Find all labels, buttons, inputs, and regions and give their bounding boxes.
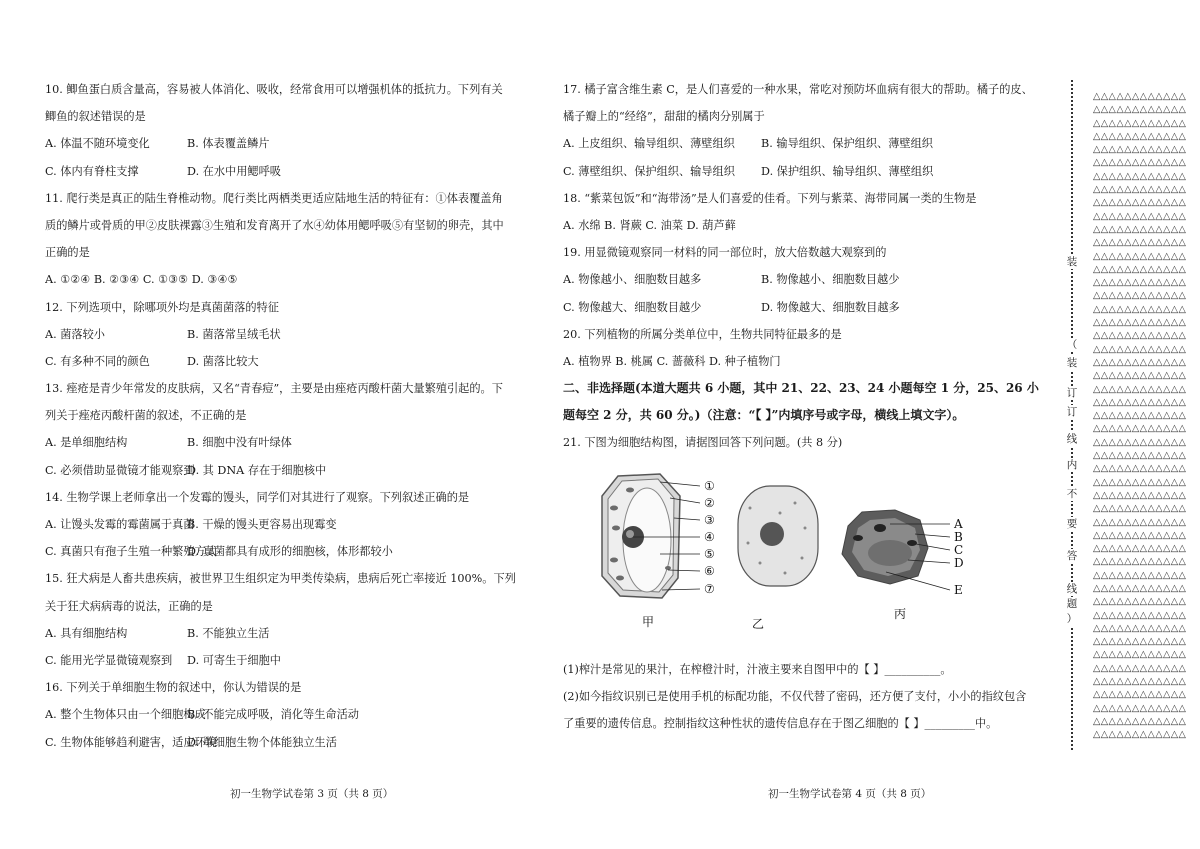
- option-text: D. 真菌都具有成形的细胞核，体形都较小: [187, 545, 393, 559]
- option-text: C. 真菌只有孢子生殖一种繁殖方式: [45, 545, 217, 559]
- binding-char: （: [1064, 338, 1080, 352]
- binding-char: 订: [1064, 386, 1080, 400]
- left-question-line: [45, 321, 525, 348]
- choice-questions-17-20: [563, 76, 1048, 375]
- triangle-row: △△△△△△△△△△△△: [1093, 423, 1187, 435]
- plant-cell-jia: [602, 474, 680, 598]
- option-text: B. 物像越小、细胞数目越少: [761, 273, 900, 287]
- triangle-row: △△△△△△△△△△△△: [1093, 343, 1187, 355]
- right-question-line: 18. “紫菜包饭”和“海带汤”是人们喜爱的佳肴。下列与紫菜、海带同属一类的生物是: [563, 191, 977, 205]
- cell-structure-figure: [590, 468, 990, 638]
- option-text: C. 有多种不同的颜色: [45, 354, 150, 368]
- option-text: A. 上皮组织、输导组织、薄壁组织: [563, 137, 735, 151]
- option-text: D. 单细胞生物个体能独立生活: [187, 735, 337, 749]
- label-6: ⑥: [704, 564, 715, 578]
- option-text: D. 可寄生于细胞中: [187, 653, 281, 667]
- triangle-row: △△△△△△△△△△△△: [1093, 237, 1187, 249]
- triangle-row: △△△△△△△△△△△△: [1093, 729, 1187, 741]
- right-question-line: A. 水绵 B. 肾蕨 C. 油菜 D. 葫芦藓: [563, 218, 736, 232]
- triangle-row: △△△△△△△△△△△△: [1093, 556, 1187, 568]
- option-text: D. 保护组织、输导组织、薄壁组织: [761, 164, 934, 178]
- left-question-line: [45, 457, 525, 484]
- label-D: D: [954, 556, 964, 570]
- option-text: B. 干燥的馒头更容易出现霉变: [187, 518, 337, 531]
- cell-bing: [842, 510, 928, 584]
- left-question-line: A. ①②④ B. ②③④ C. ①③⑤ D. ③④⑤: [45, 273, 238, 287]
- option-text: C. 能用光学显微镜观察到: [45, 653, 173, 667]
- footer-page-4: 初一生物学试卷第 4 页（共 8 页）: [768, 788, 932, 800]
- triangle-row: △△△△△△△△△△△△: [1093, 662, 1187, 674]
- label-1: ①: [704, 479, 715, 493]
- question-21-sub-line: (1)榨汁是常见的果汁，在榨橙汁时，汁液主要来自图甲中的【 】__________。: [563, 663, 952, 676]
- triangle-row: △△△△△△△△△△△△: [1093, 144, 1187, 156]
- option-text: D. 在水中用鳃呼吸: [187, 164, 281, 178]
- triangle-row: △△△△△△△△△△△△: [1093, 157, 1187, 169]
- left-question-line: 16. 下列关于单细胞生物的叙述中，你认为错误的是: [45, 681, 302, 695]
- triangle-row: △△△△△△△△△△△△: [1093, 317, 1187, 329]
- left-question-line: [45, 511, 525, 538]
- left-question-line: 正确的是: [45, 246, 90, 260]
- label-5: ⑤: [704, 547, 715, 561]
- left-question-line: [45, 538, 525, 565]
- label-7: ⑦: [704, 582, 715, 596]
- triangle-fill-area: [1093, 90, 1195, 742]
- left-question-line: [45, 130, 525, 157]
- option-text: B. 细胞中没有叶绿体: [187, 436, 292, 450]
- left-question-line: [45, 701, 525, 728]
- left-question-line: 质的鳞片或骨质的甲②皮肤裸露③生殖和发育离开了水④幼体用鳃呼吸⑤有坚韧的卵壳，其中: [45, 218, 504, 232]
- caption-yi: 乙: [752, 617, 765, 631]
- left-question-line: 列关于痤疮丙酸杆菌的叙述，不正确的是: [45, 409, 247, 423]
- label-2: ②: [704, 496, 715, 510]
- triangle-row: △△△△△△△△△△△△: [1093, 529, 1187, 541]
- triangle-row: △△△△△△△△△△△△: [1093, 410, 1187, 422]
- footer-page-3: 初一生物学试卷第 3 页（共 8 页）: [230, 788, 394, 800]
- binding-char: 线: [1064, 582, 1080, 596]
- left-question-line: [45, 348, 525, 375]
- caption-bing: 丙: [894, 607, 907, 621]
- label-B: B: [954, 530, 963, 544]
- triangle-row: △△△△△△△△△△△△: [1093, 702, 1187, 714]
- right-question-line: [563, 130, 1048, 157]
- triangle-row: △△△△△△△△△△△△: [1093, 303, 1187, 315]
- binding-char: 装: [1064, 255, 1080, 269]
- right-question-line: 17. 橘子富含维生素 C，是人们喜爱的一种水果，常吃对预防坏血病有很大的帮助。橘子的皮、: [563, 83, 1033, 96]
- binding-char: 不: [1064, 487, 1080, 501]
- triangle-row: △△△△△△△△△△△△: [1093, 503, 1187, 515]
- label-3: ③: [704, 513, 715, 527]
- option-text: A. 整个生物体只由一个细胞构成: [45, 708, 206, 722]
- left-question-line: [45, 158, 525, 185]
- option-text: A. 让馒头发霉的霉菌属于真菌: [45, 518, 195, 531]
- triangle-row: △△△△△△△△△△△△: [1093, 516, 1187, 528]
- option-text: D. 物像越大、细胞数目越多: [761, 300, 900, 314]
- question-21-subquestions: [563, 656, 1048, 738]
- question-21-sub-line: (2)如今指纹识别已是使用手机的标配功能，不仅代替了密码，还方便了支付，小小的指纹包含: [563, 690, 1027, 704]
- triangle-row: △△△△△△△△△△△△: [1093, 277, 1187, 289]
- section-title-line-1: 二、非选择题(本道大题共 6 小题，其中 21、22、23、24 小题每空 1 分，25、26 小: [563, 381, 1039, 396]
- binding-char: 订: [1064, 405, 1080, 419]
- option-text: A. 菌落较小: [45, 327, 105, 341]
- option-text: C. 生物体能够趋利避害，适应环境: [45, 735, 217, 749]
- binding-char: 答: [1064, 549, 1080, 563]
- left-question-line: 15. 狂犬病是人畜共患疾病，被世界卫生组织定为甲类传染病，患病后死亡率接近 100%。下列: [45, 572, 516, 586]
- binding-char: 装: [1064, 356, 1080, 370]
- triangle-row: △△△△△△△△△△△△: [1093, 290, 1187, 302]
- left-question-line: [45, 647, 525, 674]
- binding-char: 要: [1064, 517, 1080, 531]
- option-text: A. 物像越小、细胞数目越多: [563, 273, 702, 287]
- option-text: B. 不能独立生活: [187, 626, 270, 640]
- caption-jia: 甲: [642, 615, 655, 629]
- left-question-line: 12. 下列选项中，除哪项外均是真菌菌落的特征: [45, 300, 279, 314]
- animal-cell-yi: [738, 486, 818, 586]
- triangle-row: △△△△△△△△△△△△: [1093, 197, 1187, 209]
- triangle-row: △△△△△△△△△△△△: [1093, 450, 1187, 462]
- right-question-line: [563, 266, 1048, 293]
- option-text: D. 其 DNA 存在于细胞核中: [187, 463, 327, 477]
- triangle-row: △△△△△△△△△△△△: [1093, 649, 1187, 661]
- right-question-line: A. 植物界 B. 桃属 C. 蔷薇科 D. 种子植物门: [563, 354, 781, 368]
- right-question-column: [563, 76, 1048, 457]
- right-question-line: 19. 用显微镜观察同一材料的同一部位时，放大倍数越大观察到的: [563, 246, 887, 260]
- binding-char: 题: [1064, 597, 1080, 611]
- triangle-row: △△△△△△△△△△△△: [1093, 91, 1187, 102]
- binding-char: 线: [1064, 432, 1080, 446]
- option-text: C. 必须借助显微镜才能观察到: [45, 463, 195, 477]
- triangle-row: △△△△△△△△△△△△: [1093, 104, 1187, 116]
- triangle-row: △△△△△△△△△△△△: [1093, 223, 1187, 235]
- left-question-line: 14. 生物学课上老师拿出一个发霉的馒头，同学们对其进行了观察。下列叙述正确的是: [45, 490, 470, 504]
- triangle-row: △△△△△△△△△△△△: [1093, 569, 1187, 581]
- option-text: A. 体温不随环境变化: [45, 137, 150, 151]
- triangle-row: △△△△△△△△△△△△: [1093, 250, 1187, 262]
- question-21-intro: 21. 下图为细胞结构图，请据图回答下列问题。(共 8 分): [563, 436, 843, 450]
- triangle-row: △△△△△△△△△△△△: [1093, 184, 1187, 196]
- binding-char: 内: [1064, 458, 1080, 472]
- option-text: B. 体表覆盖鳞片: [187, 137, 270, 151]
- triangle-row: △△△△△△△△△△△△: [1093, 356, 1187, 368]
- left-question-line: 鲫鱼的叙述错误的是: [45, 110, 146, 124]
- triangle-row: △△△△△△△△△△△△: [1093, 676, 1187, 688]
- triangle-row: △△△△△△△△△△△△: [1093, 596, 1187, 608]
- question-21-sub-line: 了重要的遗传信息。控制指纹这种性状的遗传信息存在于图乙细胞的【 】_________中。: [563, 717, 998, 731]
- binding-char: ）: [1064, 612, 1080, 626]
- triangle-row: △△△△△△△△△△△△: [1093, 263, 1187, 275]
- left-question-line: 关于狂犬病病毒的说法，正确的是: [45, 599, 213, 613]
- option-text: C. 薄壁组织、保护组织、输导组织: [563, 164, 735, 178]
- left-question-line: [45, 429, 525, 456]
- option-text: A. 是单细胞结构: [45, 436, 128, 450]
- option-text: D. 菌落比较大: [187, 354, 259, 368]
- option-text: B. 菌落常呈绒毛状: [187, 327, 281, 341]
- left-question-line: [45, 729, 525, 756]
- triangle-row: △△△△△△△△△△△△: [1093, 330, 1187, 342]
- left-question-line: [45, 620, 525, 647]
- triangle-row: △△△△△△△△△△△△: [1093, 543, 1187, 555]
- triangle-row: △△△△△△△△△△△△: [1093, 609, 1187, 621]
- triangle-row: △△△△△△△△△△△△: [1093, 489, 1187, 501]
- triangle-row: △△△△△△△△△△△△: [1093, 210, 1187, 222]
- triangle-row: △△△△△△△△△△△△: [1093, 715, 1187, 727]
- triangle-row: △△△△△△△△△△△△: [1093, 636, 1187, 648]
- right-question-line: 20. 下列植物的所属分类单位中，生物共同特征最多的是: [563, 327, 842, 341]
- triangle-row: △△△△△△△△△△△△: [1093, 436, 1187, 448]
- option-text: C. 体内有脊柱支撑: [45, 164, 139, 178]
- label-E: E: [954, 583, 963, 597]
- left-question-line: 13. 痤疮是青少年常发的皮肤病，又名“青春痘”，主要是由痤疮丙酸杆菌大量繁殖引起的。下: [45, 382, 503, 396]
- label-A: A: [954, 517, 963, 531]
- option-text: B. 不能完成呼吸，消化等生命活动: [187, 708, 359, 722]
- triangle-row: △△△△△△△△△△△△: [1093, 117, 1187, 129]
- right-question-line: 橘子瓣上的“经络”，甜甜的橘肉分别属于: [563, 110, 765, 124]
- left-question-line: 11. 爬行类是真正的陆生脊椎动物。爬行类比两栖类更适应陆地生活的特征有：①体表覆盖角: [45, 191, 503, 205]
- option-text: B. 输导组织、保护组织、薄壁组织: [761, 137, 933, 151]
- triangle-row: △△△△△△△△△△△△: [1093, 476, 1187, 488]
- label-C: C: [954, 543, 964, 557]
- left-question-column: [45, 76, 525, 756]
- triangle-row: △△△△△△△△△△△△: [1093, 383, 1187, 395]
- triangle-row: △△△△△△△△△△△△: [1093, 130, 1187, 142]
- triangle-row: △△△△△△△△△△△△: [1093, 463, 1187, 475]
- triangle-row: △△△△△△△△△△△△: [1093, 396, 1187, 408]
- right-question-line: [563, 294, 1048, 321]
- left-question-line: 10. 鲫鱼蛋白质含量高，容易被人体消化、吸收，经常食用可以增强机体的抵抗力。下列有关: [45, 83, 503, 96]
- triangle-row: △△△△△△△△△△△△: [1093, 622, 1187, 634]
- option-text: C. 物像越大、细胞数目越少: [563, 300, 702, 314]
- triangle-row: △△△△△△△△△△△△: [1093, 170, 1187, 182]
- label-4: ④: [704, 530, 715, 544]
- section-title-line-2: 题每空 2 分，共 60 分。)（注意：“【 】”内填序号或字母，横线上填文字）。: [563, 408, 965, 423]
- triangle-row: △△△△△△△△△△△△: [1093, 582, 1187, 594]
- option-text: A. 具有细胞结构: [45, 626, 128, 640]
- right-question-line: [563, 158, 1048, 185]
- triangle-row: △△△△△△△△△△△△: [1093, 370, 1187, 382]
- triangle-row: △△△△△△△△△△△△: [1093, 689, 1187, 701]
